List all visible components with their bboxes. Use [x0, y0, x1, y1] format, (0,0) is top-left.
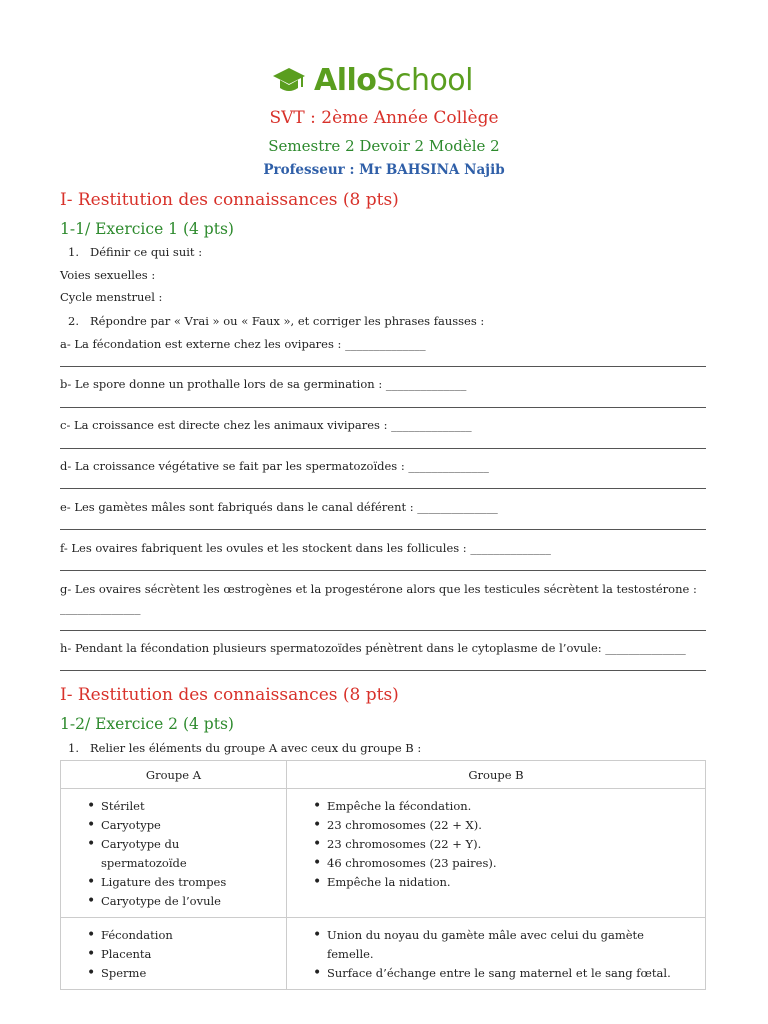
question-text: Répondre par « Vrai » ou « Faux », et corriger les phrases fausses : [90, 314, 485, 328]
list-item: • Caryotype [61, 816, 278, 835]
exercise-title: 1-2/ Exercice 2 (4 pts) [60, 715, 234, 733]
table-cell [61, 918, 287, 990]
list-item: • Union du noyau du gamète mâle avec celui du gamète femelle. [287, 926, 697, 964]
table-row [61, 789, 706, 918]
list-item: • Ligature des trompes [61, 873, 278, 892]
exercise-title: 1-1/ Exercice 1 (4 pts) [60, 220, 234, 238]
answer-line [60, 570, 706, 571]
column-header-group-b: Groupe B [287, 761, 706, 789]
graduation-cap-icon [272, 65, 306, 95]
statement-c: c- La croissance est directe chez les animaux vivipares : ______________ [60, 418, 472, 432]
statement-b: b- Le spore donne un prothalle lors de sa germination : ______________ [60, 377, 467, 391]
question-text: Relier les éléments du groupe A avec ceux du groupe B : [90, 741, 422, 755]
list-item: • Caryotype du spermatozoïde [61, 835, 278, 873]
statement-e: e- Les gamètes mâles sont fabriqués dans le canal déférent : ______________ [60, 500, 498, 514]
question-number: 1. [68, 741, 79, 755]
list-item: • Empêche la nidation. [287, 873, 697, 892]
answer-line [60, 407, 706, 408]
list-item: • 23 chromosomes (22 + X). [287, 816, 697, 835]
table-cell [287, 918, 706, 990]
list-item: • 23 chromosomes (22 + Y). [287, 835, 697, 854]
list-item: • Surface d’échange entre le sang maternel et le sang fœtal. [287, 964, 697, 983]
answer-line [60, 670, 706, 671]
professor-name: Professeur : Mr BAHSINA Najib [263, 162, 505, 178]
list-item: • Stérilet [61, 797, 278, 816]
answer-line [60, 366, 706, 367]
answer-line [60, 529, 706, 530]
group-b-list [287, 797, 697, 892]
question-number: 1. [68, 245, 79, 259]
table-header-row [61, 761, 706, 789]
list-item: • Sperme [61, 964, 278, 983]
statement-h: h- Pendant la fécondation plusieurs spermatozoïdes pénètrent dans le cytoplasme de l’ovule: ______________ [60, 641, 686, 655]
alloschool-logo [272, 62, 473, 98]
answer-line [60, 630, 706, 631]
statement-g: g- Les ovaires sécrètent les œstrogènes et la progestérone alors que les testicules sécrètent la testostérone : [60, 582, 697, 596]
column-header-group-a: Groupe A [61, 761, 287, 789]
question-number: 2. [68, 314, 79, 328]
table-cell [287, 789, 706, 918]
group-b-list [287, 926, 697, 983]
answer-line [60, 488, 706, 489]
definition-item: Cycle menstruel : [60, 290, 163, 304]
list-item: • Empêche la fécondation. [287, 797, 697, 816]
group-a-list [61, 797, 278, 911]
group-a-list [61, 926, 278, 983]
statement-d: d- La croissance végétative se fait par les spermatozoïdes : ______________ [60, 459, 489, 473]
definition-item: Voies sexuelles : [60, 268, 156, 282]
logo-text: AlloSchool [314, 62, 474, 98]
section-heading: I- Restitution des connaissances (8 pts) [60, 190, 399, 210]
list-item: • 46 chromosomes (23 paires). [287, 854, 697, 873]
statement-a: a- La fécondation est externe chez les ovipares : ______________ [60, 337, 426, 351]
page-title: SVT : 2ème Année Collège [269, 108, 499, 128]
section-heading: I- Restitution des connaissances (8 pts) [60, 685, 399, 705]
list-item: • Caryotype de l’ovule [61, 892, 278, 911]
matching-table [60, 760, 706, 990]
statement-g-blank: ______________ [60, 601, 141, 615]
question-text: Définir ce qui suit : [90, 245, 203, 259]
list-item: • Fécondation [61, 926, 278, 945]
page-subtitle: Semestre 2 Devoir 2 Modèle 2 [268, 137, 500, 155]
answer-line [60, 448, 706, 449]
table-row [61, 918, 706, 990]
table-cell [61, 789, 287, 918]
statement-f: f- Les ovaires fabriquent les ovules et les stockent dans les follicules : ______________ [60, 541, 551, 555]
list-item: • Placenta [61, 945, 278, 964]
